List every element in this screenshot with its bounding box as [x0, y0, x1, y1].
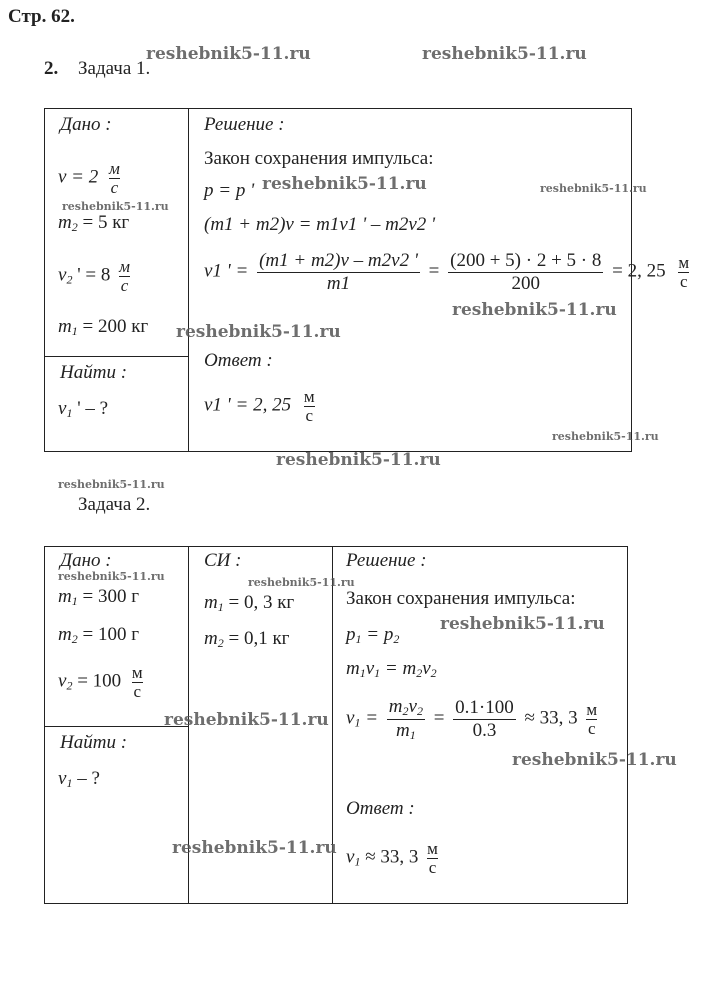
- watermark: reshebnik5-11.ru: [276, 450, 441, 470]
- watermark: reshebnik5-11.ru: [176, 322, 341, 342]
- task1-given-v: v = 2 $\frac{м}{с}$: [58, 159, 120, 197]
- task1-given-m1: $m_1 = 200$ кг: [58, 316, 149, 338]
- watermark: reshebnik5-11.ru: [146, 44, 311, 64]
- section-number: 2.: [44, 58, 59, 79]
- task2-si-label: СИ :: [204, 550, 242, 571]
- watermark: reshebnik5-11.ru: [552, 430, 659, 443]
- task2-title: Задача 2.: [78, 494, 151, 515]
- task2-eq2: $m_1v_1 = m_2v_2$: [346, 658, 437, 680]
- task1-answer: v1 ' = 2, 25 $\frac{м}{с}$: [204, 387, 315, 425]
- task1-given-find-divider: [44, 356, 189, 357]
- task1-eq1: p = p ': [204, 180, 255, 201]
- task1-law: Закон сохранения импульса:: [204, 148, 434, 169]
- task2-answer: $v_1 \approx 33$, 3 $\frac{м}{с}$: [346, 839, 438, 877]
- watermark: reshebnik5-11.ru: [164, 710, 329, 730]
- watermark: reshebnik5-11.ru: [58, 570, 165, 583]
- watermark: reshebnik5-11.ru: [440, 614, 605, 634]
- task2-eq3: $v_1$ = $\frac{m_2v_2}{m_1}$ = $\frac{0.1\cdot 100}{0.3}$ ≈ 33, 3 $\frac{м}{с}$: [346, 696, 598, 742]
- watermark: reshebnik5-11.ru: [62, 200, 169, 213]
- task2-find-value: $v_1$ – ?: [58, 768, 100, 790]
- task2-given-v2: $v_2 = 100$ $\frac{м}{с}$: [58, 663, 143, 701]
- task2-si-m2: $m_2 = 0,1$ кг: [204, 628, 290, 650]
- task2-eq1: $p_1 = p_2$: [346, 624, 400, 646]
- watermark: reshebnik5-11.ru: [452, 300, 617, 320]
- task1-eq2: (m1 + m2)v = m1v1 ' – m2v2 ': [204, 214, 436, 235]
- task1-given-label: Дано :: [60, 114, 112, 135]
- watermark: reshebnik5-11.ru: [422, 44, 587, 64]
- task1-eq3: v1 ' = $\frac{(m1 + m2)v - m2v2 '}{m1}$ = $\frac{(200 + 5) \cdot 2 + 5 \cdot 8}{200}$ = 2, 25 $\frac{м}{с}$: [204, 250, 690, 294]
- watermark: reshebnik5-11.ru: [512, 750, 677, 770]
- task1-given-m2: $m_2 = 5$ кг: [58, 212, 130, 234]
- watermark: reshebnik5-11.ru: [172, 838, 337, 858]
- task2-solution-label: Решение :: [346, 550, 427, 571]
- watermark: reshebnik5-11.ru: [58, 478, 165, 491]
- task1-given-v2: $v_2$ ' = 8 $\frac{м}{с}$: [58, 257, 130, 295]
- task1-find-value: $v_1$ ' – ?: [58, 398, 109, 420]
- watermark: reshebnik5-11.ru: [262, 174, 427, 194]
- task1-find-label: Найти :: [60, 362, 128, 383]
- task2-law: Закон сохранения импульса:: [346, 588, 576, 609]
- task2-given-label: Дано :: [60, 550, 112, 571]
- task1-divider: [188, 108, 189, 452]
- task2-given-m1: $m_1 = 300$ г: [58, 586, 139, 608]
- page-header: Стр. 62.: [8, 6, 75, 27]
- task2-find-label: Найти :: [60, 732, 128, 753]
- task2-si-m1: $m_1 = 0$, 3 кг: [204, 592, 295, 614]
- task1-answer-label: Ответ :: [204, 350, 273, 371]
- watermark: reshebnik5-11.ru: [540, 182, 647, 195]
- task2-answer-label: Ответ :: [346, 798, 415, 819]
- task2-given-m2: $m_2 = 100$ г: [58, 624, 139, 646]
- watermark: reshebnik5-11.ru: [248, 576, 355, 589]
- task1-title: Задача 1.: [78, 58, 151, 79]
- task1-solution-label: Решение :: [204, 114, 285, 135]
